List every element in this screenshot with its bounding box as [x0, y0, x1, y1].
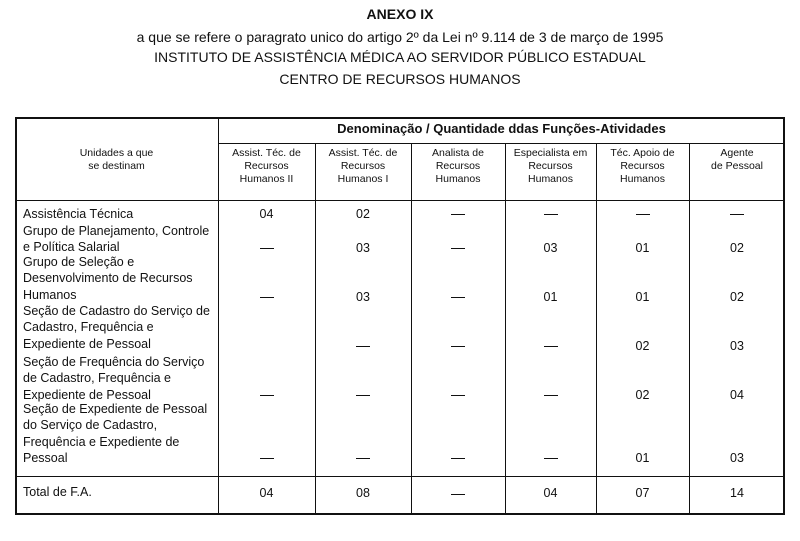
total-label: Total de F.A.: [23, 485, 92, 499]
empty-dash: [356, 395, 370, 396]
table-cell-value: 02: [730, 290, 744, 304]
total-value: 08: [356, 486, 370, 500]
empty-dash: [544, 395, 558, 396]
total-value: 07: [635, 486, 650, 500]
table-cell-value: 02: [635, 388, 650, 402]
empty-dash: [636, 214, 650, 215]
table-cell-value: 03: [730, 339, 744, 353]
institution-name: INSTITUTO DE ASSISTÊNCIA MÉDICA AO SERVIDOR PÚBLICO ESTADUAL: [154, 49, 646, 65]
annex-subtitle: a que se refere o paragrato unico do artigo 2º da Lei nº 9.114 de 3 de março de 1995: [136, 29, 664, 45]
table-cell-value: 04: [730, 388, 744, 402]
empty-dash: [451, 214, 465, 215]
table-cell-value: 01: [635, 290, 650, 304]
column-divider: [505, 143, 506, 515]
empty-dash: [451, 346, 465, 347]
empty-dash: [260, 458, 274, 459]
column-header: Especialista em Recursos Humanos: [513, 147, 588, 185]
table-cell-value: 02: [356, 207, 370, 221]
units-header: Unidades a que se destinam: [79, 147, 154, 172]
empty-dash: [544, 346, 558, 347]
empty-dash: [451, 248, 465, 249]
column-header: Téc. Apoio de Recursos Humanos: [610, 147, 675, 185]
total-value: 04: [543, 486, 558, 500]
column-header: Analista de Recursos Humanos: [432, 147, 484, 185]
empty-dash: [730, 214, 744, 215]
table-cell-value: 03: [543, 241, 558, 255]
empty-dash: [260, 395, 274, 396]
functions-table: [15, 117, 785, 515]
column-header: Assist. Téc. de Recursos Humanos II: [232, 147, 301, 185]
unit-name: Seção de Expediente de Pessoal do Serviço de Cadastro, Frequência e Expediente de Pessoal: [23, 402, 208, 466]
table-cell-value: 01: [635, 241, 650, 255]
empty-dash: [260, 248, 274, 249]
table-cell-value: 01: [635, 451, 650, 465]
unit-name: Grupo de Seleção e Desenvolvimento de Recursos Humanos: [23, 255, 193, 302]
table-supertitle: Denominação / Quantidade ddas Funções-Atividades: [337, 121, 666, 136]
table-cell-value: 03: [730, 451, 744, 465]
column-divider: [315, 143, 316, 515]
department-name: CENTRO DE RECURSOS HUMANOS: [279, 71, 521, 87]
header-divider: [218, 143, 785, 144]
table-cell-value: 04: [259, 207, 274, 221]
empty-dash: [451, 297, 465, 298]
empty-dash: [356, 458, 370, 459]
empty-dash: [451, 494, 465, 495]
column-divider: [411, 143, 412, 515]
unit-name: Assistência Técnica: [23, 207, 134, 221]
empty-dash: [356, 346, 370, 347]
annex-title: ANEXO IX: [366, 6, 434, 22]
total-value: 14: [730, 486, 744, 500]
column-header: Agente de Pessoal: [711, 147, 763, 172]
table-cell-value: 02: [635, 339, 650, 353]
empty-dash: [451, 458, 465, 459]
empty-dash: [260, 297, 274, 298]
header-bottom-rule: [15, 200, 785, 201]
table-cell-value: 03: [356, 290, 370, 304]
unit-name: Seção de Frequência do Serviço de Cadastro, Frequência e Expediente de Pessoal: [23, 355, 205, 402]
table-cell-value: 02: [730, 241, 744, 255]
column-header: Assist. Téc. de Recursos Humanos I: [328, 147, 398, 185]
unit-name: Seção de Cadastro do Serviço de Cadastro, Frequência e Expediente de Pessoal: [23, 304, 210, 351]
table-cell-value: 01: [543, 290, 558, 304]
unit-name: Grupo de Planejamento, Controle e Política Salarial: [23, 224, 210, 255]
total-value: 04: [259, 486, 274, 500]
empty-dash: [544, 458, 558, 459]
empty-dash: [451, 395, 465, 396]
total-divider: [15, 476, 785, 477]
empty-dash: [544, 214, 558, 215]
table-cell-value: 03: [356, 241, 370, 255]
